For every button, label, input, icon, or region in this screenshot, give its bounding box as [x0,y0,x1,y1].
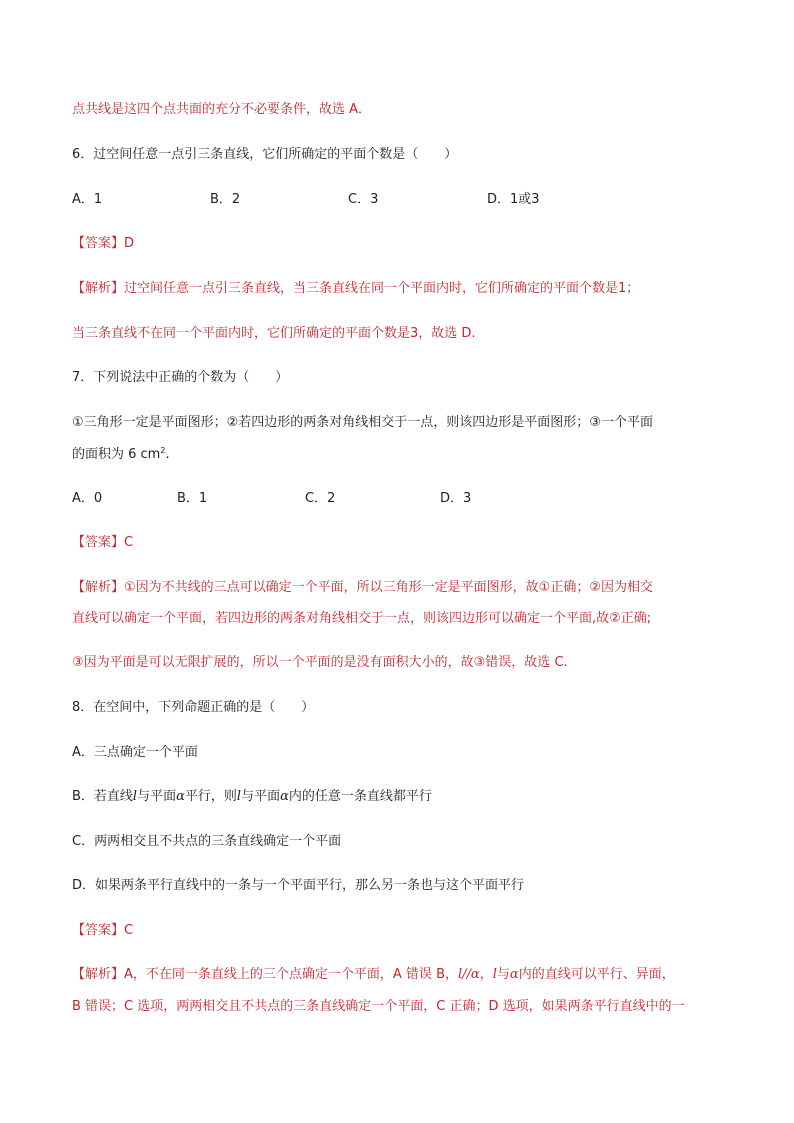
option-text: B．若直线 [72,789,133,804]
q8-option-c: C．两两相交且不共点的三条直线确定一个平面 [72,834,342,849]
explanation-text: 与 [496,967,510,982]
q6-option-a: A．1 [72,192,103,207]
q6-option-d: D．1或3 [487,192,540,207]
option-text: 平行，则 [184,789,237,804]
q7-option-a: A．0 [72,491,103,506]
question-7-stem: 7．下列说法中正确的个数为（ ） [72,370,289,385]
plane-symbol: α [280,789,289,804]
answer-value: C [124,923,134,938]
line-symbol: l [236,789,242,804]
q7-body-end: . [165,447,170,462]
q7-body-line-1: ①三角形一定是平面图形；②若四边形的两条对角线相交于一点，则该四边形是平面图形；③一个平面 [72,415,653,430]
q6-option-c: C．3 [348,192,379,207]
q6-option-b: B．2 [210,192,241,207]
q7-option-b: B．1 [177,491,208,506]
line-symbol: l [492,967,497,982]
plane-symbol: α [509,967,519,982]
option-text: 内的任意一条直线都平行 [288,789,432,804]
q8-option-a: A．三点确定一个平面 [72,745,198,760]
q8-explanation-line-1 [72,966,675,984]
question-8-stem: 8．在空间中，下列命题正确的是（ ） [72,700,315,715]
q6-explanation-line-1 [72,280,639,298]
explanation-text: A，不在同一条直线上的三个点确定一个平面，A 错误 B， [124,967,458,982]
q7-body-text: 的面积为 6 cm [72,447,161,462]
question-6-stem: 6．过空间任意一点引三条直线，它们所确定的平面个数是（ ） [72,147,458,162]
q8-explanation-line-2: B 错误；C 选项，两两相交且不共点的三条直线确定一个平面，C 正确；D 选项，如果两条平行直线中的一 [72,999,685,1014]
line-symbol: l [132,789,138,804]
q7-option-c: C．2 [305,491,336,506]
option-text: 与平面 [137,789,177,804]
q6-explanation-line-2: 当三条直线不在同一个平面内时，它们所确定的平面个数是3，故选 D. [72,326,476,341]
explanation-tag: 【解析】 [72,967,125,982]
explanation-tag: 【解析】 [72,281,125,296]
q8-option-b [72,788,432,806]
answer-tag: 【答案】 [72,923,125,938]
explanation-text: 过空间任意一点引三条直线，当三条直线在同一个平面内时，它们所确定的平面个数是1； [124,281,640,296]
continued-explanation: 点共线是这四个点共面的充分不必要条件，故选 A． [72,102,372,117]
q7-explanation-line-2: 直线可以确定一个平面，若四边形的两条对角线相交于一点，则该四边形可以确定一个平面,故②正确; [72,611,652,626]
q7-body-superscript: 2 [160,446,166,455]
explanation-text: 内的直线可以平行、异面， [518,967,675,982]
explanation-text: ①因为不共线的三点可以确定一个平面，所以三角形一定是平面图形，故①正确；②因为相交 [124,580,653,595]
explanation-text: ， [479,967,493,982]
option-text: 与平面 [241,789,281,804]
answer-tag: 【答案】 [72,535,125,550]
explanation-tag: 【解析】 [72,580,125,595]
q7-answer [72,534,133,552]
q8-option-d: D．如果两条平行直线中的一条与一个平面平行，那么另一条也与这个平面平行 [72,878,525,893]
q7-explanation-line-1 [72,579,653,597]
parallel-relation: l//α [458,967,480,982]
answer-tag: 【答案】 [72,236,125,251]
answer-value: D [124,236,135,251]
plane-symbol: α [176,789,185,804]
q7-body-line-2 [72,446,170,464]
q8-answer [72,922,133,940]
q7-option-d: D．3 [440,491,472,506]
q6-answer [72,235,134,253]
answer-value: C [124,535,134,550]
q7-explanation-line-3: ③因为平面是可以无限扩展的，所以一个平面的是没有面积大小的，故③错误，故选 C. [72,655,568,670]
